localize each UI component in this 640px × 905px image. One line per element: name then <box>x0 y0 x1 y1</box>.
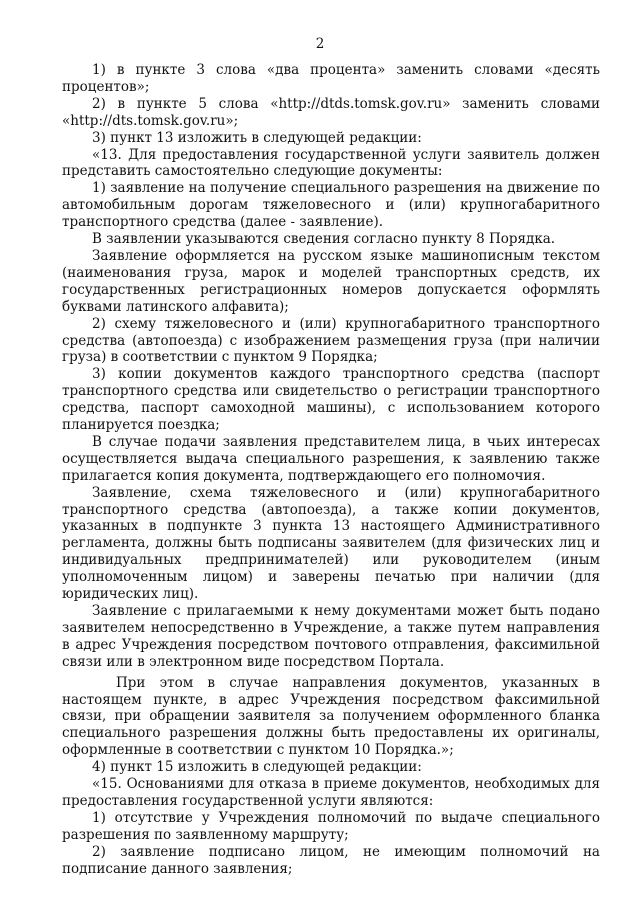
paragraph: 1) в пункте 3 слова «два процента» заменить словами «десять процентов»; <box>62 62 600 95</box>
paragraph: 4) пункт 15 изложить в следующей редакции: <box>92 759 422 776</box>
paragraph: «15. Основаниями для отказа в приеме документов, необходимых для предоставления государственной услуги являются: <box>62 776 600 809</box>
paragraph: Заявление оформляется на русском языке машинописным текстом (наименования груза, марок и моделей транспортных средств, их государственных регистрационных номеров допускается оформлять буквами латинского алфавита); <box>62 247 600 315</box>
paragraph: В заявлении указываются сведения согласно пункту 8 Порядка. <box>92 231 556 248</box>
paragraph: Заявление с прилагаемыми к нему документами может быть подано заявителем непосредственно в Учреждение, а также путем направления в адрес Учреждения посредством почтового отправления, факсимильной связи или в электронном виде посредством Портала. <box>62 603 600 670</box>
document-body <box>62 62 600 878</box>
paragraph: Заявление, схема тяжеловесного и (или) крупногабаритного транспортного средства (автопоезда), а также копии документов, указанных в подпункте 3 пункта 13 настоящего Административного регламента, должны быть подписаны заявителем (для физических лиц и индивидуальных предпринимателей) или руководителем (иным уполномоченным лицом) и заверены печатью при наличии (для юридических лиц). <box>62 484 600 603</box>
paragraph: 1) отсутствие у Учреждения полномочий по выдаче специального разрешения по заявленному маршруту; <box>62 809 600 843</box>
paragraph: При этом в случае направления документов, указанных в настоящем пункте, в адрес Учреждения посредством факсимильной связи, при обращении заявителя за получением оформленного бланка специального разрешения должны быть предоставлены их оригиналы, оформленные в соответствии с пунктом 10 Порядка.»; <box>62 674 600 759</box>
paragraph: 2) заявление подписано лицом, не имеющим полномочий на подписание данного заявления; <box>62 843 600 877</box>
paragraph: 3) пункт 13 изложить в следующей редакции: <box>92 129 422 146</box>
paragraph: «13. Для предоставления государственной услуги заявитель должен представить самостоятельно следующие документы: <box>62 146 600 180</box>
paragraph: 3) копии документов каждого транспортного средства (паспорт транспортного средства или свидетельство о регистрации транспортного средства, паспорт самоходной машины), с использованием которого планируется поездка; <box>62 366 600 434</box>
paragraph: В случае подачи заявления представителем лица, в чьих интересах осуществляется выдача специального разрешения, к заявлению также прилагается копия документа, подтверждающего его полномочия. <box>62 433 600 484</box>
paragraph: 2) в пункте 5 слова «http://dtds.tomsk.gov.ru» заменить словами «http://dts.tomsk.gov.ru»; <box>62 95 600 129</box>
paragraph: 2) схему тяжеловесного и (или) крупногабаритного транспортного средства (автопоезда) с изображением размещения груза (при наличии груза) в соответствии с пунктом 9 Порядка; <box>62 315 600 366</box>
paragraph: 1) заявление на получение специального разрешения на движение по автомобильным дорогам тяжеловесного и (или) крупногабаритного транспортного средства (далее - заявление). <box>62 180 600 231</box>
page-number: 2 <box>315 36 325 52</box>
